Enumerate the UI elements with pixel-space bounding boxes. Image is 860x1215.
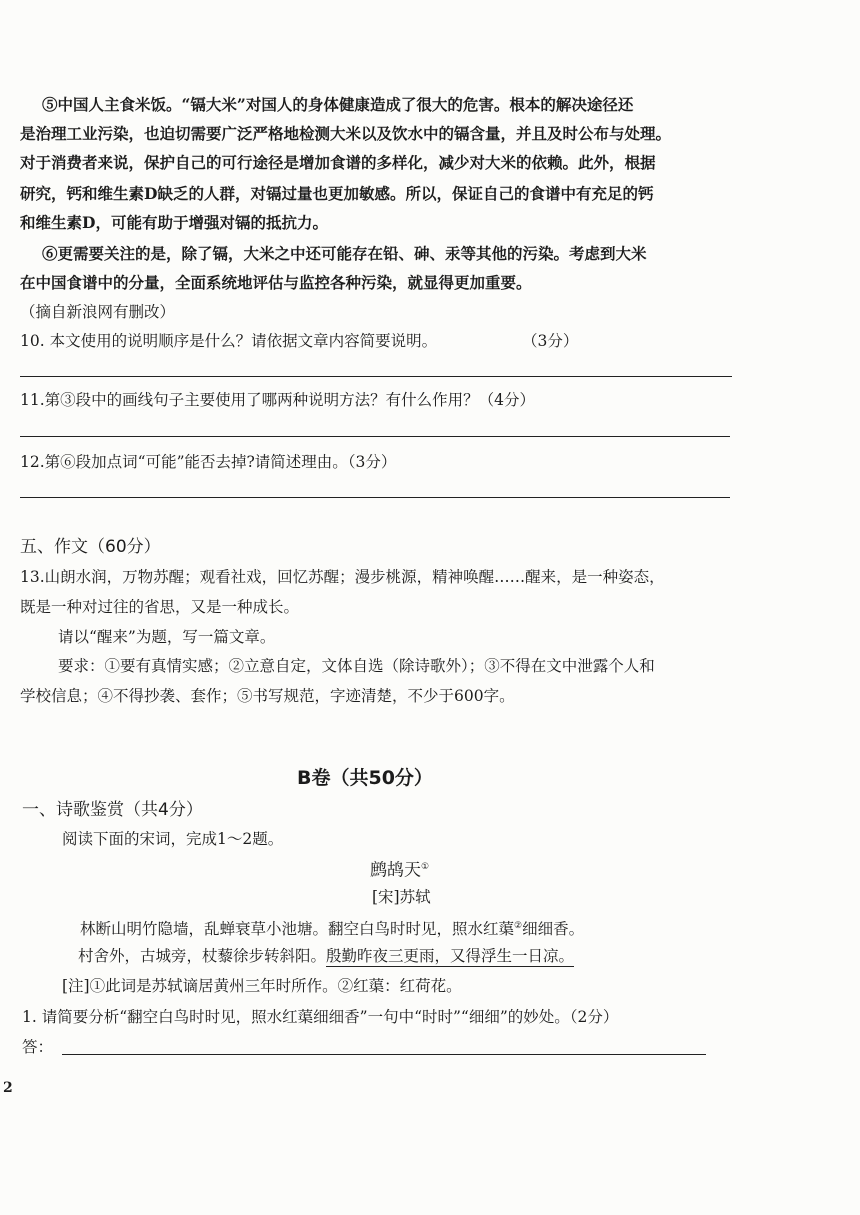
question-12: 12.第⑥段加点词“可能”能否去掉?请简述理由。（3分）: [20, 453, 397, 471]
answer-label: 答：: [22, 1038, 54, 1056]
composition-requirements-2: 学校信息；④不得抄袭、套作；⑤书写规范，字迹清楚，不少于600字。: [20, 687, 515, 705]
passage-p6-line2: 在中国食谱中的分量，全面系统地评估与监控各种污染，就显得更加重要。: [20, 273, 532, 292]
composition-line1: 13.山朗水润，万物苏醒；观看社戏，回忆苏醒；漫步桃源，精神唤醒……醒来，是一种姿态，: [20, 568, 665, 586]
passage-p5-line3: 对于消费者来说，保护自己的可行途径是增加食谱的多样化，减少对大米的依赖。此外，根据: [20, 153, 656, 172]
passage-p6-line1: ⑥更需要关注的是，除了镉，大米之中还可能存在铅、砷、汞等其他的污染。考虑到大米: [42, 244, 647, 263]
poem-verse-1: 林断山明竹隐墙，乱蝉衰草小池塘。翻空白鸟时时见，照水红蕖②细细香。: [80, 920, 585, 939]
composition-prompt: 请以“醒来”为题，写一篇文章。: [58, 628, 276, 646]
poetry-instruction: 阅读下面的宋词，完成1～2题。: [62, 830, 284, 848]
composition-heading: 五、作文（60分）: [20, 537, 161, 557]
poem-title-footnote: ①: [421, 862, 430, 872]
page-number: 2: [3, 1080, 13, 1096]
answer-line-10[interactable]: [20, 376, 732, 377]
passage-p5-line4: 研究，钙和维生素D缺乏的人群，对镉过量也更加敏感。所以，保证自己的食谱中有充足的钙: [20, 184, 654, 203]
question-10: 10. 本文使用的说明顺序是什么？请依据文章内容简要说明。: [20, 332, 438, 350]
poem-title: 鹧鸪天①: [370, 860, 430, 881]
underlined-verse: 殷勤昨夜三更雨，又得浮生一日凉。: [326, 947, 575, 965]
passage-source: （摘自新浪网有删改）: [20, 303, 176, 321]
poetry-heading: 一、诗歌鉴赏（共4分）: [22, 800, 203, 820]
passage-p5-line5: 和维生素D，可能有助于增强对镉的抵抗力。: [20, 213, 328, 232]
poetry-question-1: 1. 请简要分析“翻空白鸟时时见，照水红蕖细细香”一句中“时时”“细细”的妙处。（2分）: [22, 1008, 619, 1026]
poem-verse-2: 村舍外，古城旁，杖藜徐步转斜阳。殷勤昨夜三更雨，又得浮生一日凉。: [78, 947, 575, 965]
section-b-title: B卷（共50分）: [297, 767, 433, 789]
answer-line-11[interactable]: [20, 436, 730, 437]
composition-requirements-1: 要求：①要有真情实感；②立意自定，文体自选（除诗歌外）；③不得在文中泄露个人和: [58, 657, 655, 675]
passage-p5-line2: 是治理工业污染，也迫切需要广泛严格地检测大米以及饮水中的镉含量，并且及时公布与处理。: [20, 124, 672, 143]
composition-line2: 既是一种对过往的省思，又是一种成长。: [20, 598, 300, 616]
question-10-score: （3分）: [522, 332, 579, 350]
answer-line-poetry-1[interactable]: [62, 1054, 706, 1055]
poem-author: [宋]苏轼: [372, 888, 431, 906]
poem-notes: [注]①此词是苏轼谪居黄州三年时所作。②红蕖：红荷花。: [62, 977, 462, 995]
verse-footnote: ②: [514, 921, 523, 931]
passage-p5-line1: ⑤中国人主食米饭。“镉大米”对国人的身体健康造成了很大的危害。根本的解决途径还: [42, 95, 634, 114]
answer-line-12[interactable]: [20, 497, 730, 498]
question-11: 11.第③段中的画线句子主要使用了哪两种说明方法？有什么作用？（4分）: [20, 391, 536, 409]
